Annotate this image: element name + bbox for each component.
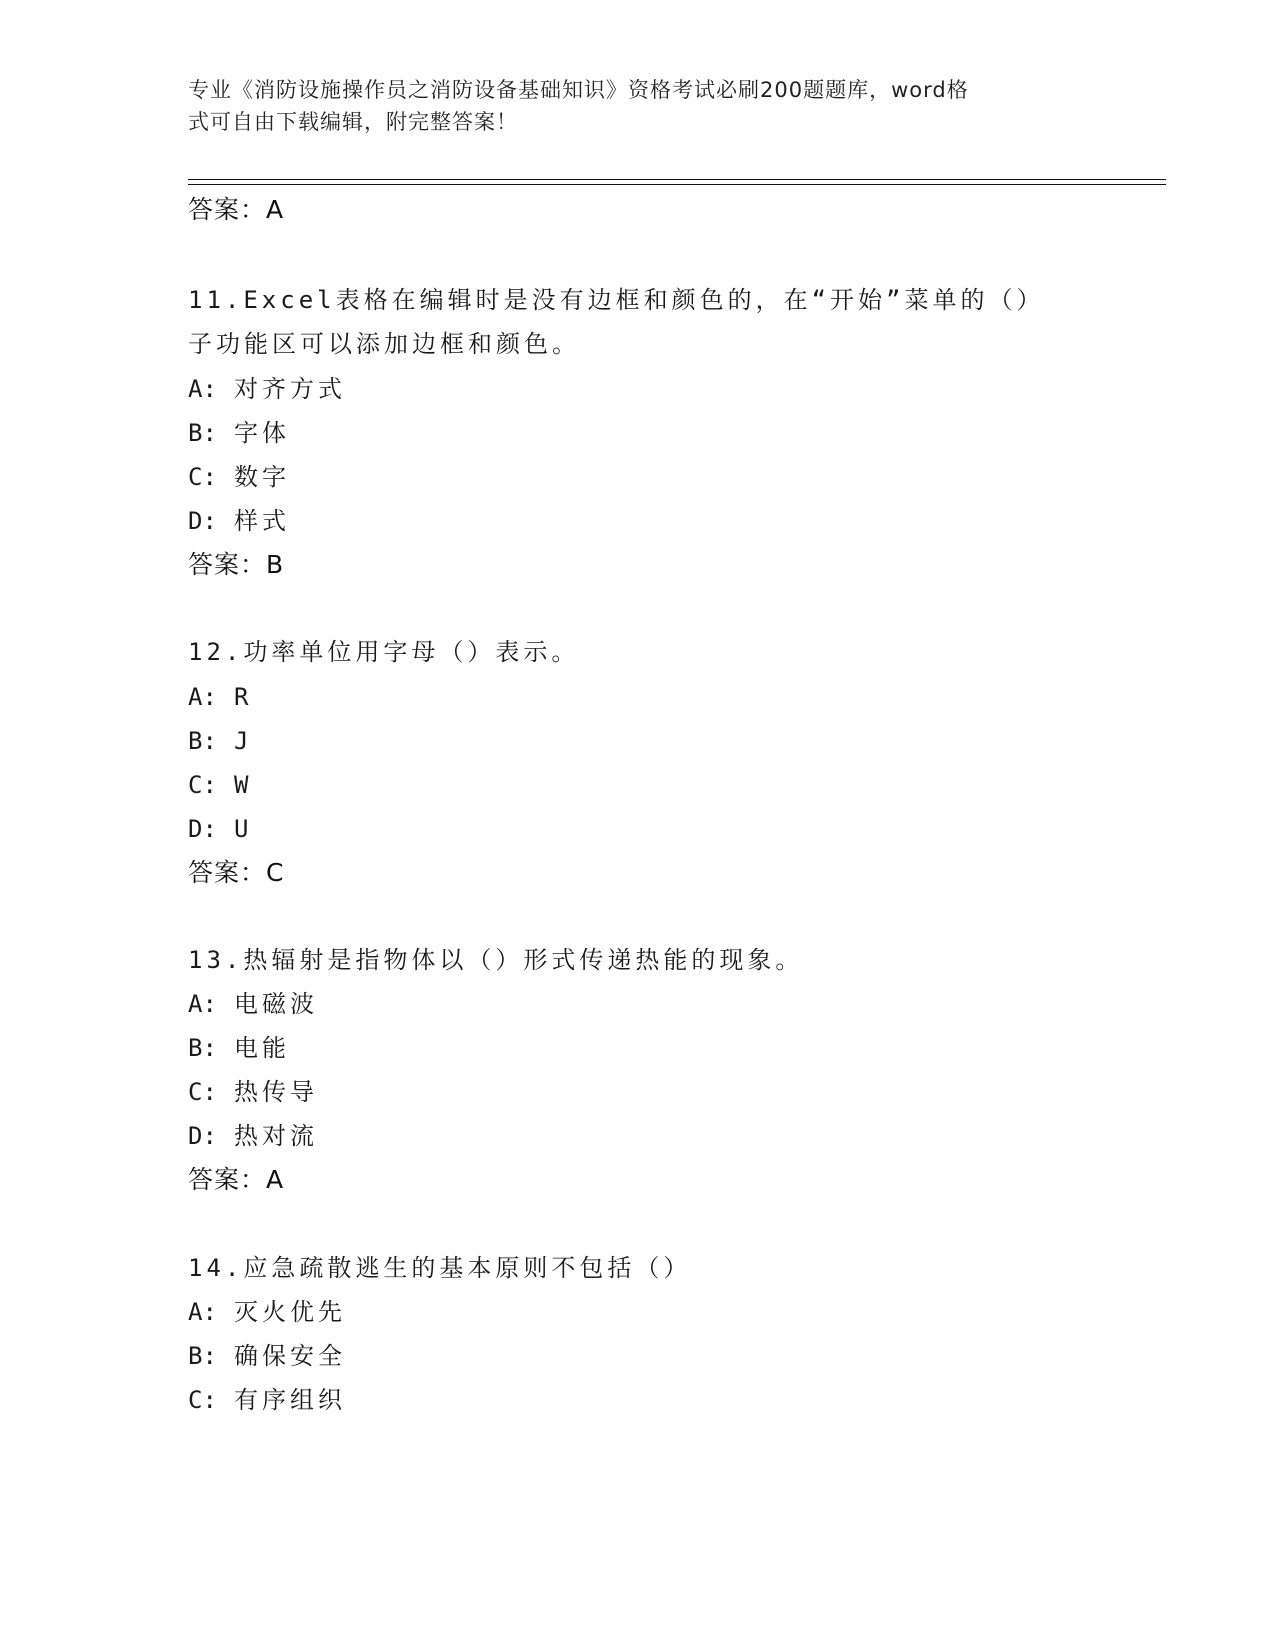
option-d <box>188 505 290 537</box>
option-a <box>188 1296 346 1328</box>
question-stem: 13.热辐射是指物体以（）形式传递热能的现象。 <box>188 946 804 974</box>
header-line-1: 专业《消防设施操作员之消防设备基础知识》资格考试必刷200题题库，word格 <box>188 78 969 102</box>
option-text: 有序组织 <box>234 1386 346 1414</box>
option-c <box>188 769 252 801</box>
option-c <box>188 1076 318 1108</box>
option-key: D: <box>188 1122 217 1150</box>
header-divider-bottom <box>188 184 1166 185</box>
option-d <box>188 813 252 845</box>
answer: 答案：B <box>188 550 285 579</box>
option-text: 字体 <box>234 419 290 447</box>
option-text: 对齐方式 <box>234 375 346 403</box>
option-b <box>188 1340 346 1372</box>
option-b <box>188 417 290 449</box>
option-key: C: <box>188 463 217 491</box>
option-c <box>188 461 290 493</box>
option-key: C: <box>188 771 217 799</box>
option-key: B: <box>188 419 217 447</box>
option-key: B: <box>188 1034 217 1062</box>
question-stem: 11.Excel表格在编辑时是没有边框和颜色的，在“开始”菜单的（） <box>188 286 1045 314</box>
option-key: D: <box>188 507 217 535</box>
option-text: J <box>234 727 253 755</box>
option-key: A: <box>188 1298 217 1326</box>
option-a <box>188 681 252 713</box>
header-line-2: 式可自由下载编辑，附完整答案！ <box>188 110 518 134</box>
option-b <box>188 1032 290 1064</box>
option-text: R <box>234 683 253 711</box>
answer: 答案：A <box>188 1165 285 1194</box>
question-stem: 12.功率单位用字母（）表示。 <box>188 638 580 666</box>
option-key: C: <box>188 1078 217 1106</box>
option-d <box>188 1120 318 1152</box>
option-text: 电磁波 <box>234 990 318 1018</box>
option-key: C: <box>188 1386 217 1414</box>
option-b <box>188 725 252 757</box>
option-text: 热传导 <box>234 1078 318 1106</box>
option-text: W <box>234 771 253 799</box>
answer-previous: 答案：A <box>188 195 285 224</box>
option-key: B: <box>188 1342 217 1370</box>
option-key: A: <box>188 375 217 403</box>
option-text: 数字 <box>234 463 290 491</box>
option-text: U <box>234 815 253 843</box>
option-key: D: <box>188 815 217 843</box>
question-stem: 14.应急疏散逃生的基本原则不包括（） <box>188 1254 692 1282</box>
header-divider-top <box>188 179 1166 180</box>
option-key: A: <box>188 683 217 711</box>
option-text: 确保安全 <box>234 1342 346 1370</box>
option-key: A: <box>188 990 217 1018</box>
option-a <box>188 988 318 1020</box>
option-c <box>188 1384 346 1416</box>
answer: 答案：C <box>188 858 285 887</box>
option-key: B: <box>188 727 217 755</box>
option-text: 样式 <box>234 507 290 535</box>
option-text: 灭火优先 <box>234 1298 346 1326</box>
option-text: 电能 <box>234 1034 290 1062</box>
question-stem-continued: 子功能区可以添加边框和颜色。 <box>188 330 580 358</box>
option-a <box>188 373 346 405</box>
document-header <box>188 74 1068 138</box>
option-text: 热对流 <box>234 1122 318 1150</box>
